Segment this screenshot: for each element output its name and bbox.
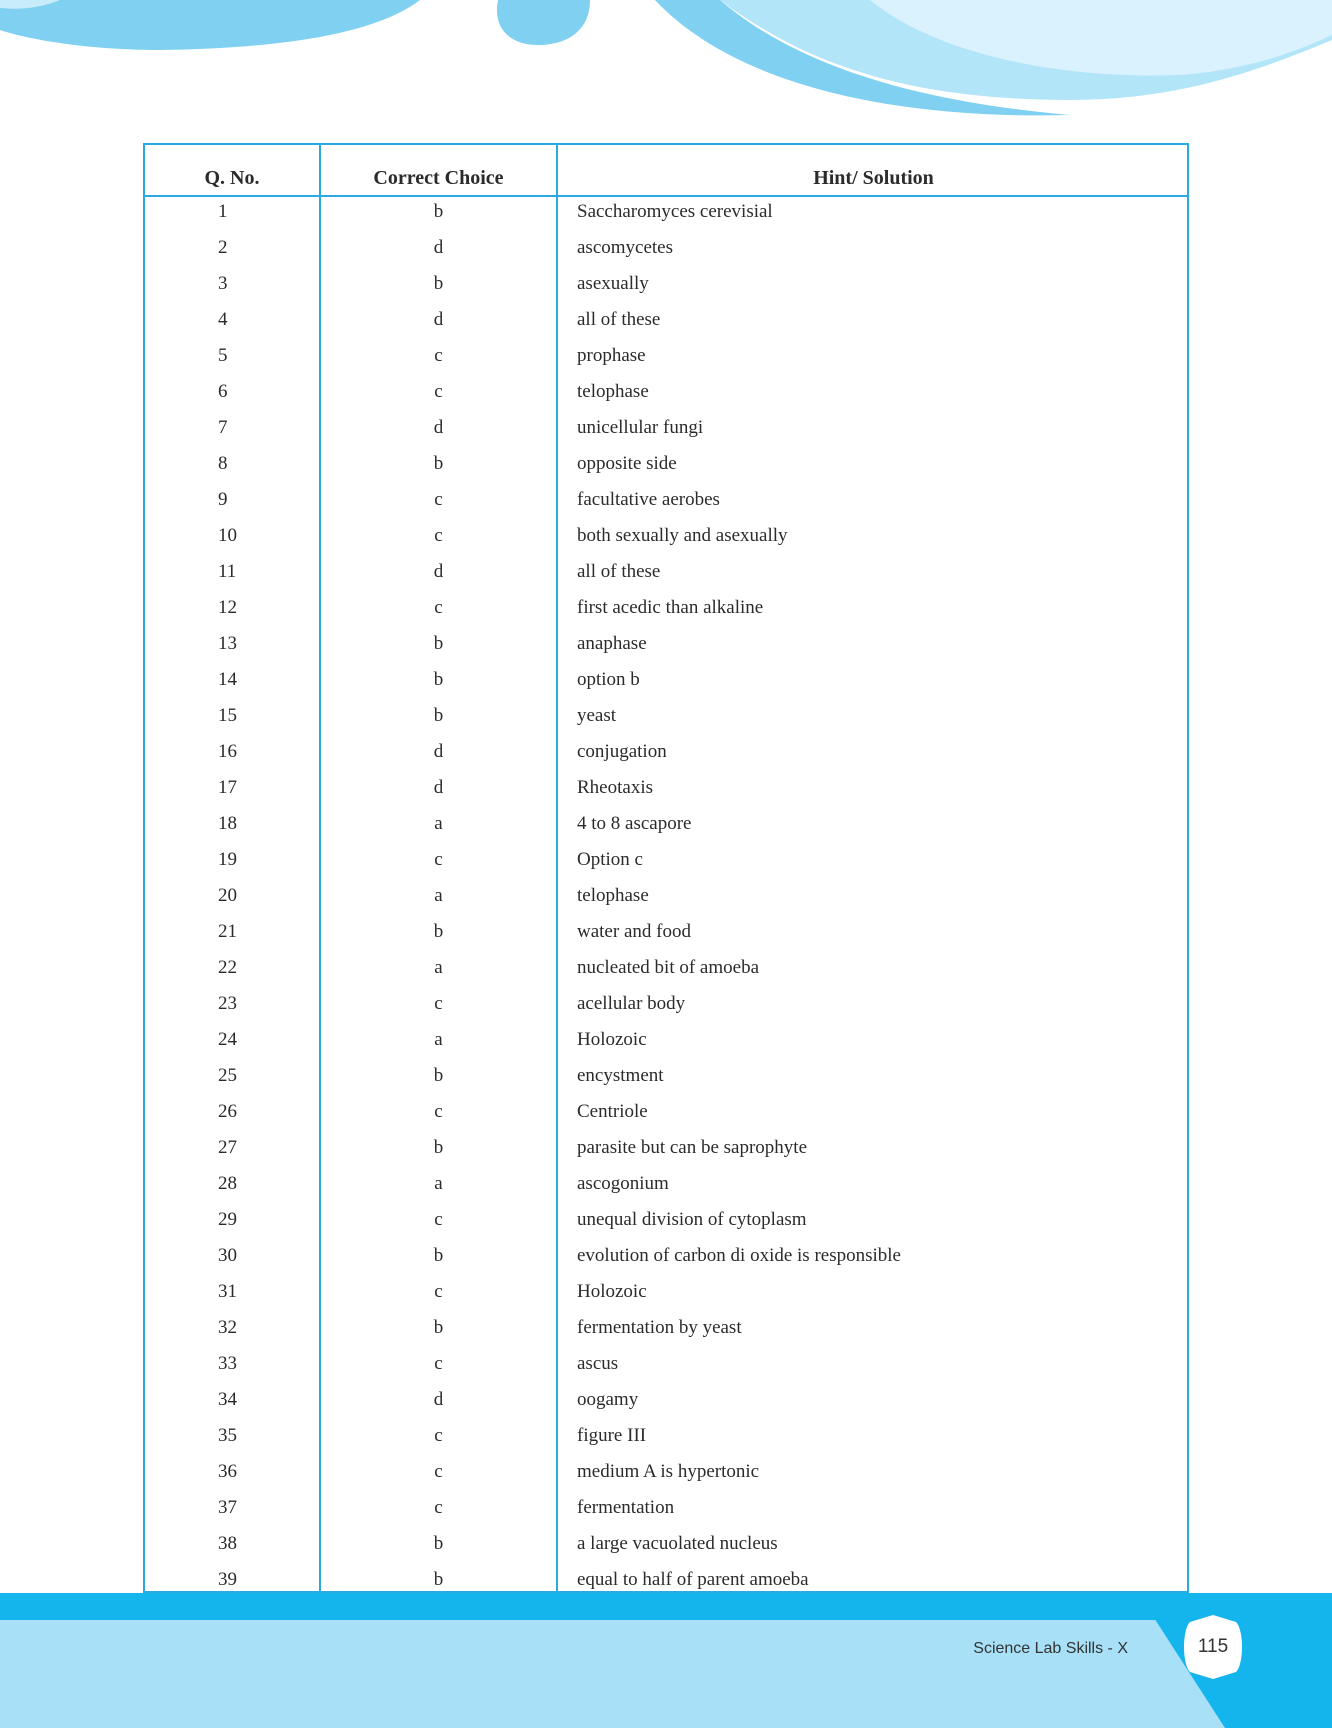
qno-cell: 24 — [218, 1029, 237, 1050]
table-row — [145, 269, 1187, 305]
choice-cell: c — [434, 849, 443, 870]
hint-cell: parasite but can be saprophyte — [577, 1137, 808, 1158]
qno-cell: 6 — [218, 381, 228, 402]
choice-cell: b — [433, 1533, 444, 1554]
table-row — [145, 1385, 1187, 1421]
hint-cell: figure III — [577, 1425, 647, 1446]
hint-cell: nucleated bit of amoeba — [577, 957, 760, 978]
qno-cell: 14 — [218, 669, 237, 690]
qno-cell: 38 — [218, 1533, 237, 1554]
choice-cell: b — [433, 1569, 444, 1590]
qno-cell: 15 — [218, 705, 237, 726]
table-row — [145, 485, 1187, 521]
qno-cell: 27 — [218, 1137, 237, 1158]
hint-cell: equal to half of parent amoeba — [577, 1569, 809, 1590]
qno-cell: 30 — [218, 1245, 237, 1266]
qno-cell: 23 — [218, 993, 237, 1014]
qno-cell: 34 — [218, 1389, 237, 1410]
table-row — [145, 521, 1187, 557]
table-row — [145, 917, 1187, 953]
qno-cell: 25 — [218, 1065, 237, 1086]
header-qno: Q. No. — [204, 167, 260, 189]
table-row — [145, 1061, 1187, 1097]
qno-cell: 18 — [218, 813, 237, 834]
header-hint-solution: Hint/ Solution — [813, 167, 934, 189]
choice-cell: c — [434, 1281, 443, 1302]
choice-cell: b — [433, 273, 444, 294]
qno-cell: 32 — [218, 1317, 237, 1338]
table-row — [145, 1025, 1187, 1061]
choice-cell: c — [434, 1461, 443, 1482]
choice-cell: d — [433, 237, 444, 258]
choice-cell: d — [433, 417, 444, 438]
hint-cell: yeast — [577, 705, 617, 726]
hint-cell: oogamy — [577, 1389, 639, 1410]
choice-cell: b — [433, 201, 444, 222]
qno-cell: 5 — [218, 345, 228, 366]
qno-cell: 20 — [218, 885, 237, 906]
qno-cell: 28 — [218, 1173, 237, 1194]
choice-cell: c — [434, 1425, 443, 1446]
table-row — [145, 233, 1187, 269]
qno-cell: 19 — [218, 849, 237, 870]
hint-cell: unicellular fungi — [577, 417, 704, 438]
hint-cell: a large vacuolated nucleus — [577, 1533, 778, 1554]
table-row — [145, 881, 1187, 917]
choice-cell: b — [433, 453, 444, 474]
table-row — [145, 1205, 1187, 1241]
choice-cell: b — [433, 705, 444, 726]
hint-cell: conjugation — [577, 741, 667, 762]
choice-cell: c — [434, 1497, 443, 1518]
hint-cell: fermentation — [577, 1497, 675, 1518]
choice-cell: b — [433, 633, 444, 654]
qno-cell: 16 — [218, 741, 237, 762]
qno-cell: 10 — [218, 525, 237, 546]
hint-cell: all of these — [577, 561, 661, 582]
header-correct-choice: Correct Choice — [373, 167, 504, 189]
hint-cell: prophase — [577, 345, 646, 366]
qno-cell: 33 — [218, 1353, 237, 1374]
choice-cell: b — [433, 669, 444, 690]
choice-cell: b — [433, 1245, 444, 1266]
footer-band — [0, 1593, 1332, 1728]
choice-cell: a — [434, 885, 443, 906]
table-row — [145, 1493, 1187, 1529]
table-row — [145, 989, 1187, 1025]
qno-cell: 2 — [218, 237, 228, 258]
choice-cell: d — [433, 561, 444, 582]
qno-cell: 36 — [218, 1461, 237, 1482]
choice-cell: c — [434, 525, 443, 546]
qno-cell: 9 — [218, 489, 228, 510]
qno-cell: 1 — [218, 201, 228, 222]
qno-cell: 35 — [218, 1425, 237, 1446]
qno-cell: 37 — [218, 1497, 237, 1518]
table-row — [145, 593, 1187, 629]
top-wave-decoration — [0, 0, 1332, 130]
qno-cell: 12 — [218, 597, 237, 618]
choice-cell: a — [434, 1173, 443, 1194]
hint-cell: asexually — [577, 273, 649, 294]
table-row — [145, 737, 1187, 773]
hint-cell: facultative aerobes — [577, 489, 720, 510]
hint-cell: acellular body — [577, 993, 686, 1014]
qno-cell: 22 — [218, 957, 237, 978]
table-row — [145, 1133, 1187, 1169]
hint-cell: telophase — [577, 885, 649, 906]
qno-cell: 29 — [218, 1209, 237, 1230]
choice-cell: c — [434, 345, 443, 366]
hint-cell: evolution of carbon di oxide is responsible — [577, 1245, 901, 1266]
table-row — [145, 1313, 1187, 1349]
choice-cell: c — [434, 381, 443, 402]
hint-cell: opposite side — [577, 453, 677, 474]
hint-cell: option b — [577, 669, 640, 690]
choice-cell: c — [434, 1101, 443, 1122]
table-row — [145, 1169, 1187, 1205]
hint-cell: Centriole — [577, 1101, 648, 1122]
hint-cell: unequal division of cytoplasm — [577, 1209, 807, 1230]
answer-table — [143, 143, 1189, 1593]
table-row — [145, 629, 1187, 665]
table-row — [145, 557, 1187, 593]
hint-cell: ascus — [577, 1353, 619, 1374]
hint-cell: Holozoic — [577, 1281, 647, 1302]
hint-cell: Option c — [577, 849, 643, 870]
qno-cell: 4 — [218, 309, 228, 330]
table-row — [145, 773, 1187, 809]
qno-cell: 26 — [218, 1101, 237, 1122]
choice-cell: d — [433, 1389, 444, 1410]
choice-cell: c — [434, 489, 443, 510]
table-row — [145, 305, 1187, 341]
table-row — [145, 665, 1187, 701]
choice-cell: a — [434, 813, 443, 834]
table-row — [145, 1277, 1187, 1313]
hint-cell: 4 to 8 ascapore — [577, 813, 692, 834]
choice-cell: b — [433, 1317, 444, 1338]
choice-cell: c — [434, 993, 443, 1014]
hint-cell: encystment — [577, 1065, 664, 1086]
hint-cell: Holozoic — [577, 1029, 647, 1050]
qno-cell: 21 — [218, 921, 237, 942]
table-row — [145, 197, 1187, 233]
choice-cell: c — [434, 1353, 443, 1374]
qno-cell: 31 — [218, 1281, 237, 1302]
table-row — [145, 449, 1187, 485]
book-title: Science Lab Skills - X — [973, 1640, 1128, 1657]
table-row — [145, 953, 1187, 989]
page-number: 115 — [1197, 1636, 1229, 1657]
table-row — [145, 701, 1187, 737]
qno-cell: 11 — [218, 561, 237, 582]
hint-cell: telophase — [577, 381, 649, 402]
table-row — [145, 377, 1187, 413]
qno-cell: 39 — [218, 1569, 237, 1590]
qno-cell: 13 — [218, 633, 237, 654]
table-row — [145, 1097, 1187, 1133]
choice-cell: d — [433, 777, 444, 798]
choice-cell: b — [433, 1137, 444, 1158]
choice-cell: c — [434, 597, 443, 618]
table-row — [145, 1421, 1187, 1457]
hint-cell: anaphase — [577, 633, 647, 654]
hint-cell: all of these — [577, 309, 661, 330]
hint-cell: Rheotaxis — [577, 777, 653, 798]
table-row — [145, 341, 1187, 377]
hint-cell: ascomycetes — [577, 237, 674, 258]
table-body — [145, 197, 1187, 1601]
qno-cell: 8 — [218, 453, 228, 474]
qno-cell: 17 — [218, 777, 237, 798]
choice-cell: a — [434, 1029, 443, 1050]
hint-cell: both sexually and asexually — [577, 525, 788, 546]
table-row — [145, 1241, 1187, 1277]
hint-cell: Saccharomyces cerevisial — [577, 201, 773, 222]
table-row — [145, 1529, 1187, 1565]
qno-cell: 7 — [218, 417, 228, 438]
table-row — [145, 1457, 1187, 1493]
choice-cell: b — [433, 921, 444, 942]
table-row — [145, 1349, 1187, 1385]
choice-cell: b — [433, 1065, 444, 1086]
table-row — [145, 413, 1187, 449]
choice-cell: d — [433, 309, 444, 330]
table-row — [145, 809, 1187, 845]
table-row — [145, 845, 1187, 881]
hint-cell: first acedic than alkaline — [577, 597, 764, 618]
hint-cell: fermentation by yeast — [577, 1317, 742, 1338]
choice-cell: a — [434, 957, 443, 978]
hint-cell: medium A is hypertonic — [577, 1461, 760, 1482]
hint-cell: water and food — [577, 921, 691, 942]
qno-cell: 3 — [218, 273, 228, 294]
choice-cell: c — [434, 1209, 443, 1230]
choice-cell: d — [433, 741, 444, 762]
hint-cell: ascogonium — [577, 1173, 669, 1194]
